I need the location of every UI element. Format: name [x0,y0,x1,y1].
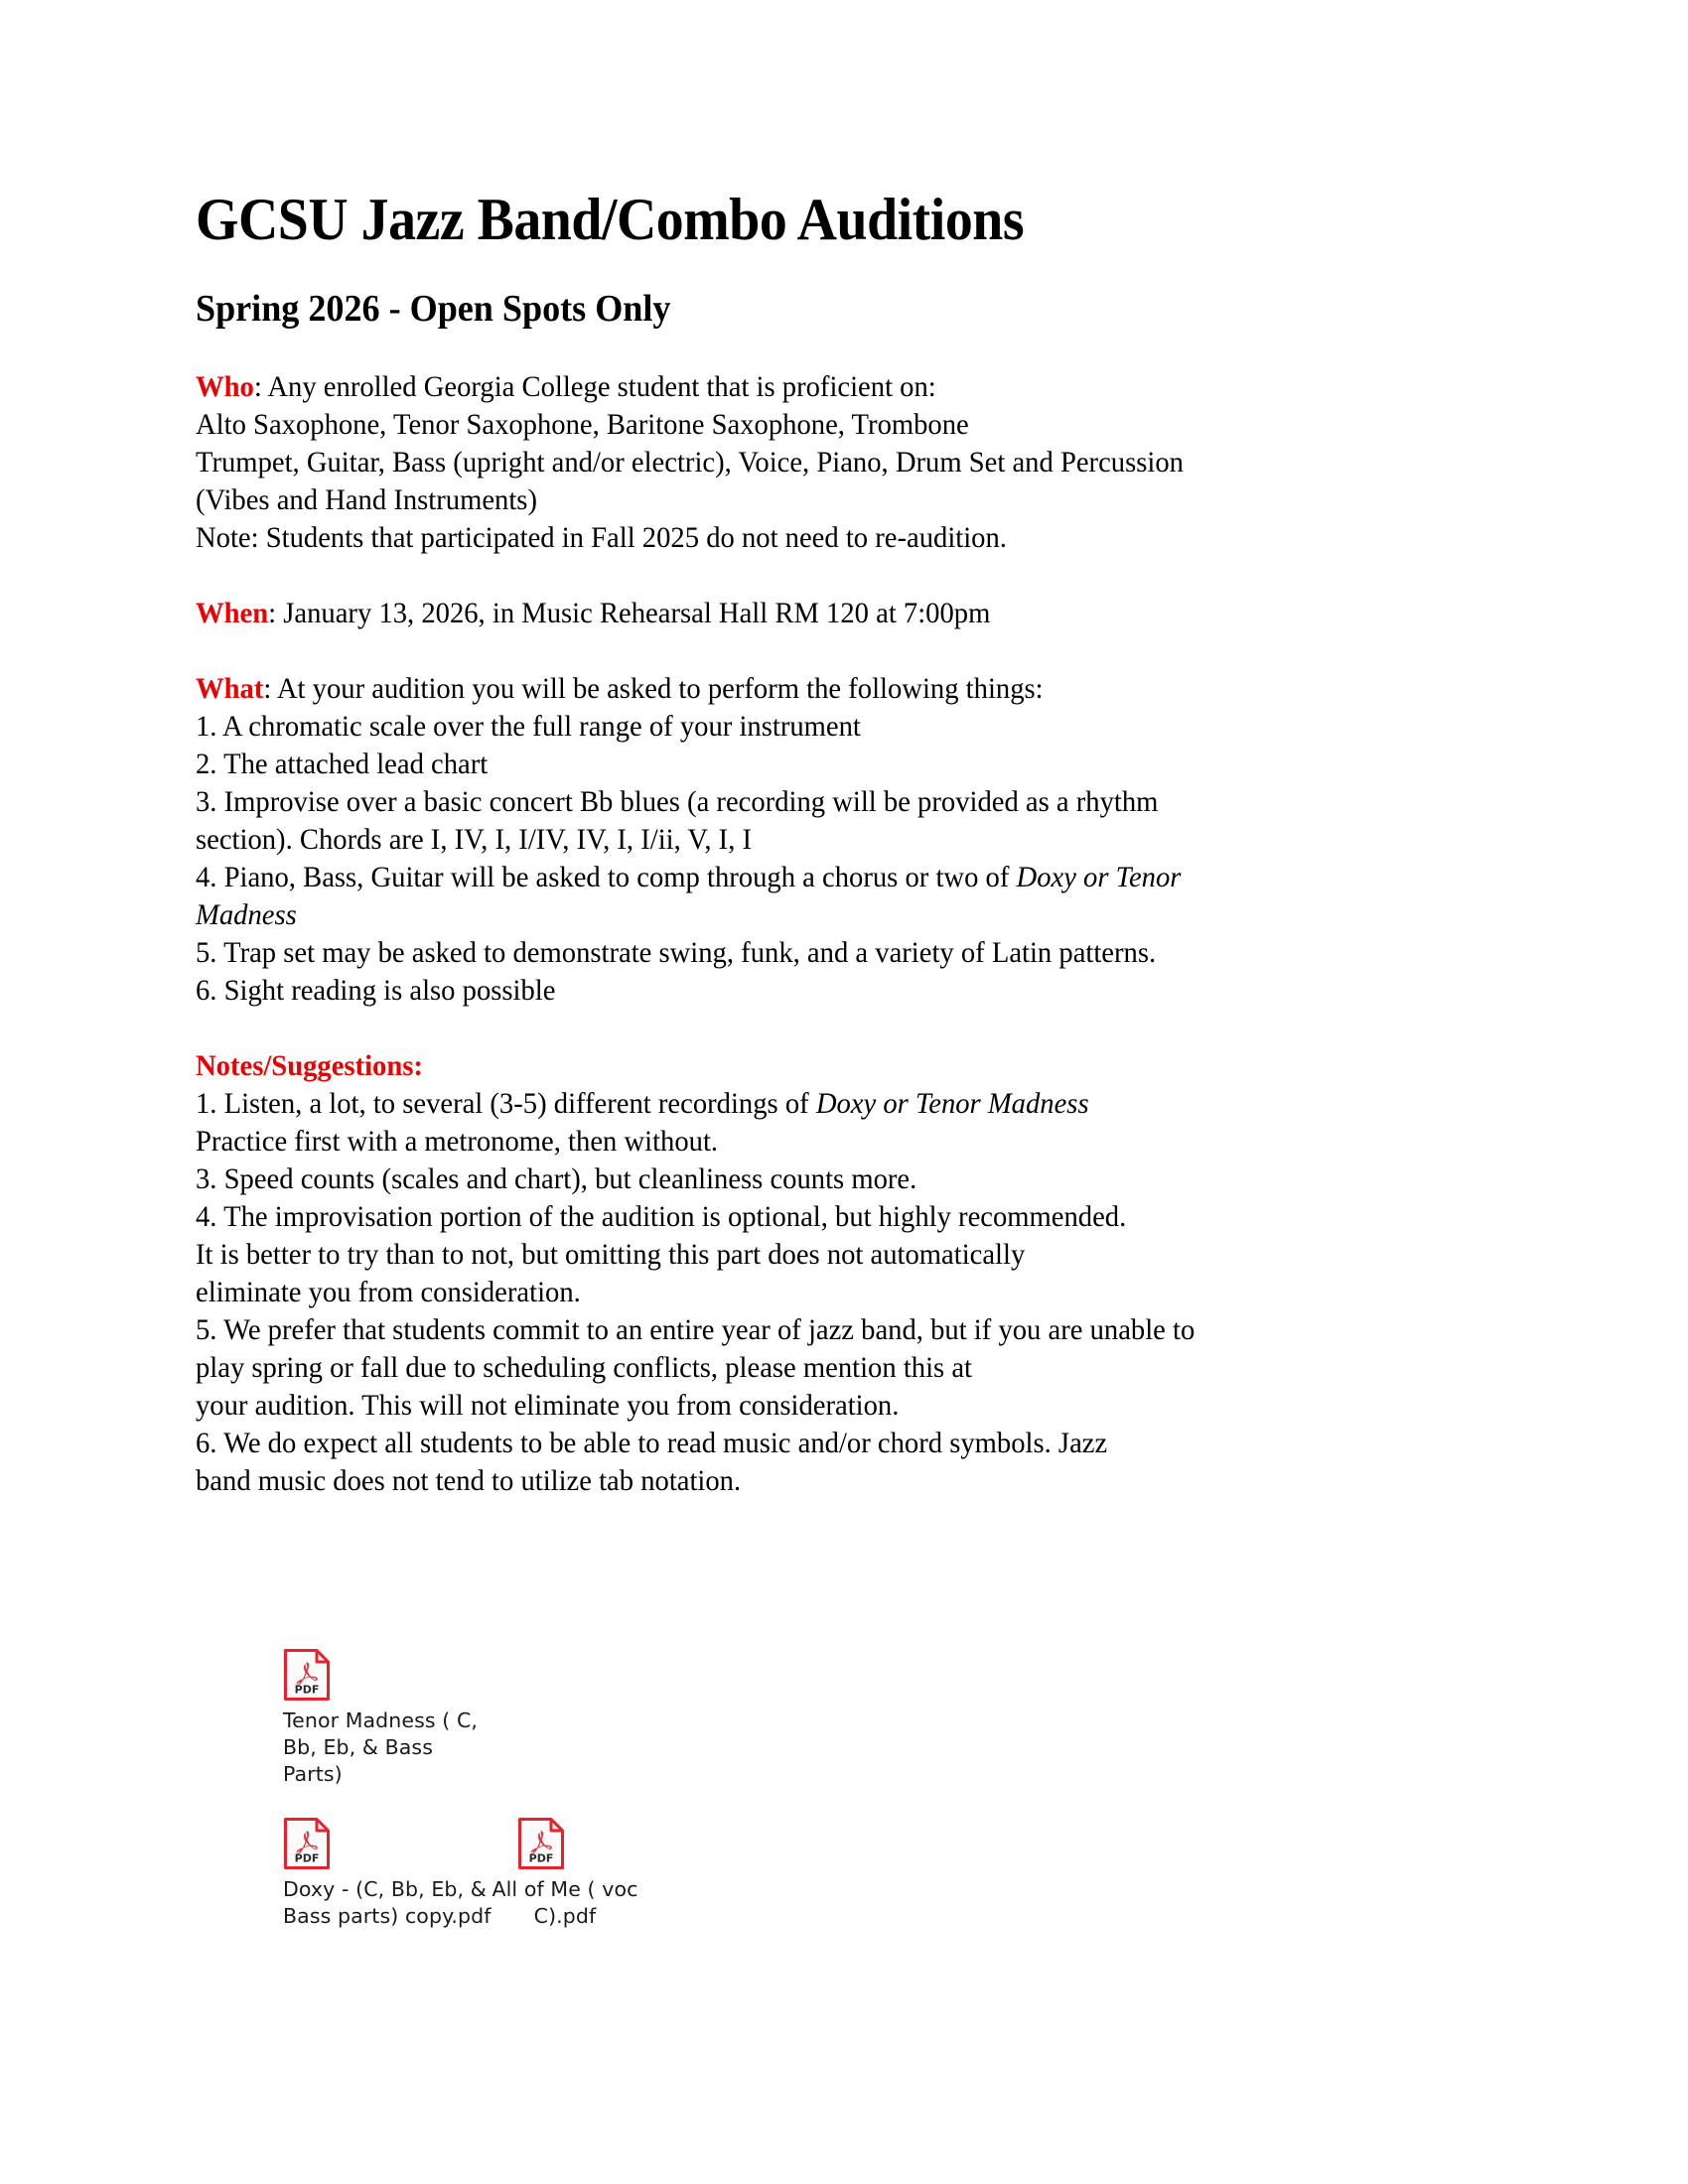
attachment-caption-line-2: C).pdf [533,1904,597,1928]
pdf-icon-label: PDF [294,1851,320,1865]
pdf-file-icon[interactable] [283,1648,331,1702]
attachment-all-of-me[interactable] [486,1817,694,1930]
notes-item-2: Practice first with a metronome, then without. [196,1125,719,1158]
what-item-4-title-part-2: Madness [196,898,297,931]
notes-item-4-line-2: It is better to try than to not, but omitting this part does not automatically [196,1238,1026,1271]
attachment-caption-line-1: Doxy - (C, Bb, Eb, & [283,1877,487,1901]
when-label: When [196,597,269,629]
notes-item-1-text: 1. Listen, a lot, to several (3-5) different recordings of [196,1087,816,1120]
attachment-caption [283,1876,492,1930]
spacer [196,1010,1477,1047]
notes-item-5-line-2: play spring or fall due to scheduling conflicts, please mention this at [196,1351,972,1384]
what-item-2: 2. The attached lead chart [196,748,489,780]
section-who [196,368,1438,557]
attachment-caption [283,1707,492,1788]
what-heading-line [196,670,1438,708]
what-label-suffix: : At your audition you will be asked to perform the following things: [263,672,1044,705]
who-instruments-line-1: Alto Saxophone, Tenor Saxophone, Baritone Saxophone, Trombone [196,408,969,441]
spacer [196,331,1477,368]
when-label-suffix: : January 13, 2026, in Music Rehearsal Hall RM 120 at 7:00pm [268,597,991,629]
attachment-caption-line-2: Bass parts) copy.pdf [283,1904,492,1928]
who-instruments-line-3: (Vibes and Hand Instruments) [196,483,537,516]
attachment-caption [486,1876,644,1930]
who-note-line: Note: Students that participated in Fall 2025 do not need to re-audition. [196,521,1007,554]
notes-item-1 [196,1085,1438,1123]
notes-item-1-title: Doxy or Tenor Madness [815,1087,1089,1120]
who-instruments-line-2: Trumpet, Guitar, Bass (upright and/or electric), Voice, Piano, Drum Set and Percussion [196,446,1184,478]
when-heading-line [196,595,1438,632]
notes-item-3: 3. Speed counts (scales and chart), but cleanliness counts more. [196,1162,917,1195]
who-heading-line [196,368,1438,406]
who-label: Who [196,370,254,403]
what-item-1: 1. A chromatic scale over the full range of your instrument [196,710,861,743]
notes-item-4-line-1: 4. The improvisation portion of the audition is optional, but highly recommended. [196,1200,1127,1233]
notes-item-4-line-3: eliminate you from consideration. [196,1276,581,1308]
who-label-suffix: : Any enrolled Georgia College student that is proficient on: [253,370,936,403]
section-notes [196,1047,1438,1500]
attachment-caption-line-1: Tenor Madness ( C, [283,1708,479,1732]
what-item-5: 5. Trap set may be asked to demonstrate swing, funk, and a variety of Latin patterns. [196,936,1157,969]
pdf-icon-label: PDF [528,1851,554,1865]
page-title: GCSU Jazz Band/Combo Auditions [196,187,1025,252]
what-item-4-text: 4. Piano, Bass, Guitar will be asked to comp through a chorus or two of [196,861,1017,893]
spacer [196,557,1477,595]
notes-item-6-line-1: 6. We do expect all students to be able to read music and/or chord symbols. Jazz [196,1427,1108,1459]
what-item-3-line-1: 3. Improvise over a basic concert Bb blues (a recording will be provided as a rhythm [196,785,1159,818]
what-item-3-line-2: section). Chords are I, IV, I, I/IV, IV, I, I/ii, V, I, I [196,823,753,856]
section-when [196,595,1438,632]
document-body [196,189,1477,1500]
attachment-caption-line-1: All of Me ( voc [492,1877,638,1901]
pdf-icon-label: PDF [294,1683,320,1697]
attachment-row-2 [196,1817,791,1985]
notes-label: Notes/Suggestions: [196,1049,423,1082]
what-item-4-line-2 [196,896,1438,934]
pdf-file-icon[interactable] [283,1817,331,1870]
notes-heading [196,1047,1438,1085]
attachment-tenor-madness[interactable] [283,1648,492,1788]
pdf-file-icon[interactable] [517,1817,565,1870]
notes-item-5-line-1: 5. We prefer that students commit to an entire year of jazz band, but if you are unable to [196,1313,1196,1346]
spacer [196,632,1477,670]
section-what [196,670,1438,1010]
notes-item-6-line-2: band music does not tend to utilize tab notation. [196,1464,742,1497]
what-label: What [196,672,264,705]
what-item-4-title-part-1: Doxy or Tenor [1016,861,1182,893]
what-item-4-line-1 [196,859,1438,896]
attachment-doxy[interactable] [283,1817,492,1930]
attachment-row-1 [196,1648,791,1817]
notes-item-5-line-3: your audition. This will not eliminate you from consideration. [196,1389,900,1422]
attachment-caption-line-2: Bb, Eb, & Bass Parts) [283,1735,433,1786]
page-subtitle: Spring 2026 - Open Spots Only [196,288,671,330]
what-item-6: 6. Sight reading is also possible [196,974,556,1007]
attachment-list [196,1648,791,1985]
